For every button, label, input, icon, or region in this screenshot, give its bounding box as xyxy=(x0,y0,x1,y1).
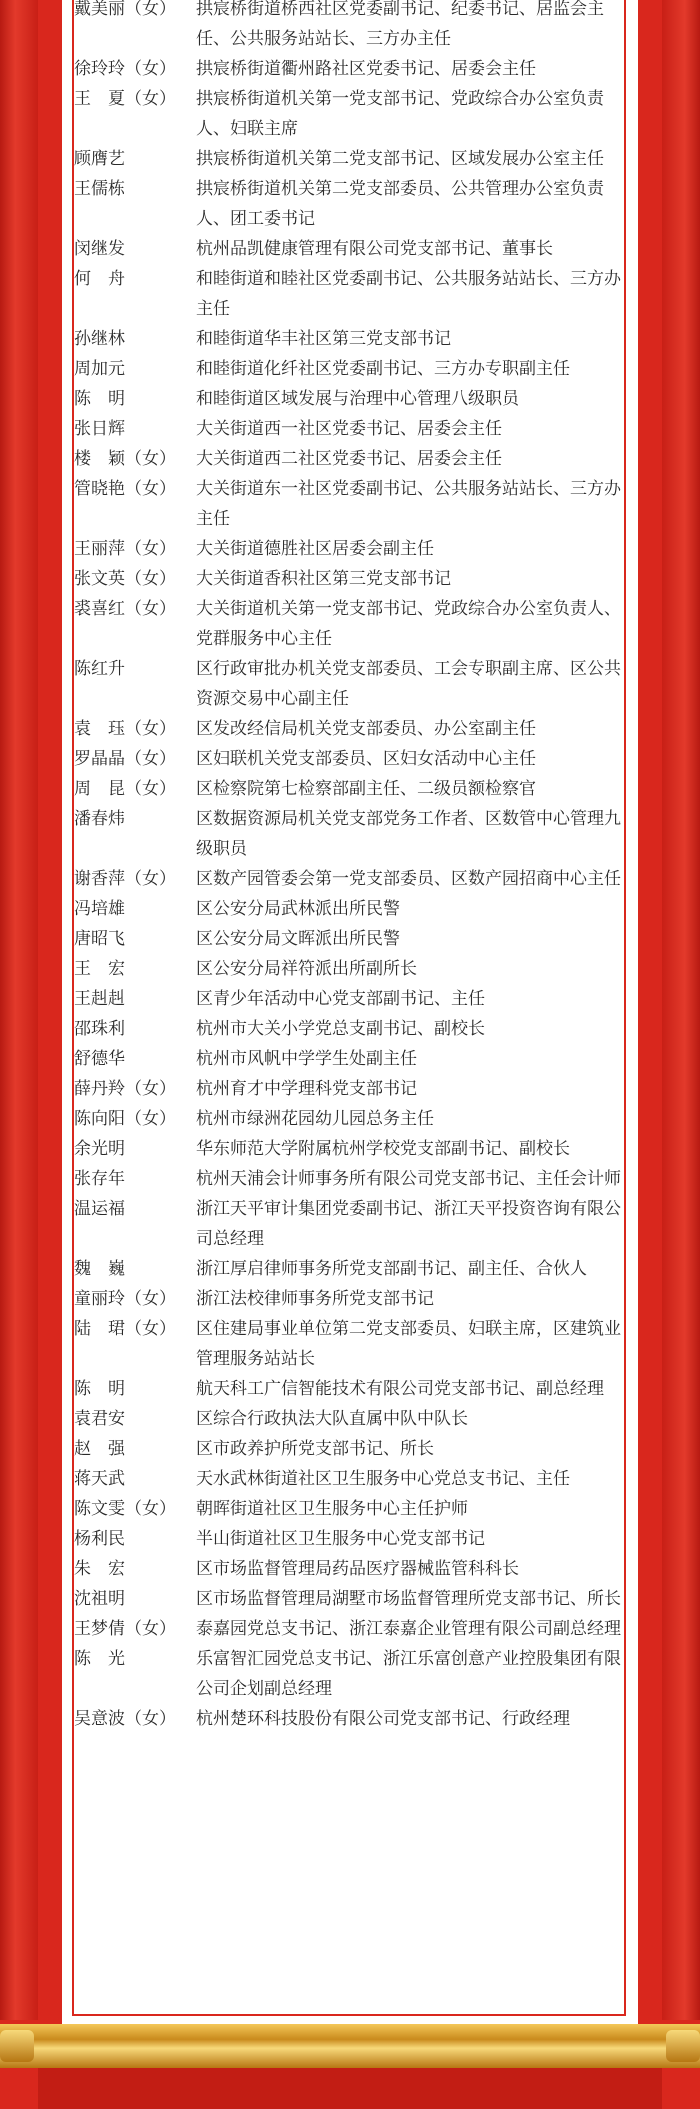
honoree-position: 大关街道西一社区党委书记、居委会主任 xyxy=(196,419,502,439)
honoree-row xyxy=(74,594,634,654)
honoree-position: 浙江厚启律师事务所党支部副书记、副主任、合伙人 xyxy=(196,1259,587,1279)
honoree-name: 陈 光 xyxy=(74,1649,125,1669)
honoree-row xyxy=(74,534,634,564)
honoree-row xyxy=(74,1164,634,1194)
honoree-position: 杭州品凯健康管理有限公司党支部书记、董事长 xyxy=(196,239,553,259)
honoree-row xyxy=(74,354,634,384)
honoree-name: 陆 珺（女） xyxy=(74,1319,176,1339)
honoree-row xyxy=(74,1494,634,1524)
honoree-name: 舒德华 xyxy=(74,1049,125,1069)
honoree-position: 杭州天浦会计师事务所有限公司党支部书记、主任会计师 xyxy=(196,1169,621,1189)
honoree-name: 袁 珏（女） xyxy=(74,719,176,739)
honoree-position: 杭州市大关小学党总支副书记、副校长 xyxy=(196,1019,485,1039)
honoree-position: 大关街道香积社区第三党支部书记 xyxy=(196,569,451,589)
honoree-row xyxy=(74,1524,634,1554)
honoree-name: 管晓艳（女） xyxy=(74,479,176,499)
honoree-name: 闵继发 xyxy=(74,239,125,259)
honoree-position: 区住建局事业单位第二党支部委员、妇联主席，区建筑业管理服务站站长 xyxy=(196,1319,621,1369)
honoree-row xyxy=(74,174,634,234)
scroll-rod-right-cap xyxy=(666,2030,700,2062)
honoree-row xyxy=(74,1704,634,1734)
honoree-name: 周加元 xyxy=(74,359,125,379)
honoree-row xyxy=(74,234,634,264)
honoree-row xyxy=(74,1404,634,1434)
honoree-row xyxy=(74,324,634,354)
honoree-row xyxy=(74,1584,634,1614)
honoree-name: 王丽萍（女） xyxy=(74,539,176,559)
honoree-name: 潘春炜 xyxy=(74,809,125,829)
honoree-position: 区青少年活动中心党支部副书记、主任 xyxy=(196,989,485,1009)
honoree-position: 和睦街道化纤社区党委副书记、三方办专职副主任 xyxy=(196,359,570,379)
honoree-position: 和睦街道区域发展与治理中心管理八级职员 xyxy=(196,389,519,409)
honoree-row xyxy=(74,1194,634,1254)
honoree-name: 陈 明 xyxy=(74,389,125,409)
honoree-name: 徐玲玲（女） xyxy=(74,59,176,79)
honoree-row xyxy=(74,954,634,984)
honoree-name: 张存年 xyxy=(74,1169,125,1189)
honoree-position: 区数产园管委会第一党支部委员、区数产园招商中心主任 xyxy=(196,869,621,889)
honoree-name: 赵 强 xyxy=(74,1439,125,1459)
honoree-name: 王赳赳 xyxy=(74,989,125,1009)
honoree-position: 和睦街道华丰社区第三党支部书记 xyxy=(196,329,451,349)
honoree-row xyxy=(74,744,634,774)
honoree-name: 温运福 xyxy=(74,1199,125,1219)
honoree-name: 陈向阳（女） xyxy=(74,1109,176,1129)
honoree-position: 杭州楚环科技股份有限公司党支部书记、行政经理 xyxy=(196,1709,570,1729)
honoree-name: 沈祖明 xyxy=(74,1589,125,1609)
honoree-row xyxy=(74,1434,634,1464)
honoree-name: 杨利民 xyxy=(74,1529,125,1549)
honoree-row xyxy=(74,84,634,144)
honoree-name: 唐昭飞 xyxy=(74,929,125,949)
honoree-name: 周 昆（女） xyxy=(74,779,176,799)
honoree-row xyxy=(74,924,634,954)
honoree-list xyxy=(74,0,634,1734)
honoree-name: 王儒栋 xyxy=(74,179,125,199)
honoree-position: 区妇联机关党支部委员、区妇女活动中心主任 xyxy=(196,749,536,769)
honoree-position: 乐富智汇园党总支书记、浙江乐富创意产业控股集团有限公司企划副总经理 xyxy=(196,1649,621,1699)
honoree-name: 余光明 xyxy=(74,1139,125,1159)
honoree-name: 楼 颖（女） xyxy=(74,449,176,469)
honoree-name: 张日辉 xyxy=(74,419,125,439)
honoree-row xyxy=(74,444,634,474)
honoree-name: 孙继林 xyxy=(74,329,125,349)
honoree-row xyxy=(74,1254,634,1284)
honoree-row xyxy=(74,1314,634,1374)
honoree-position: 大关街道德胜社区居委会副主任 xyxy=(196,539,434,559)
honoree-row xyxy=(74,804,634,864)
honoree-row xyxy=(74,1074,634,1104)
honoree-row xyxy=(74,144,634,174)
honoree-name: 袁君安 xyxy=(74,1409,125,1429)
honoree-row xyxy=(74,1104,634,1134)
honoree-position: 大关街道机关第一党支部书记、党政综合办公室负责人、党群服务中心主任 xyxy=(196,599,621,649)
honoree-row xyxy=(74,474,634,534)
honoree-row xyxy=(74,774,634,804)
honoree-row xyxy=(74,1284,634,1314)
honoree-position: 朝晖街道社区卫生服务中心主任护师 xyxy=(196,1499,468,1519)
honoree-position: 区市场监督管理局药品医疗器械监管科科长 xyxy=(196,1559,519,1579)
honoree-position: 华东师范大学附属杭州学校党支部副书记、副校长 xyxy=(196,1139,570,1159)
honoree-name: 戴美丽（女） xyxy=(74,0,176,19)
honoree-position: 杭州育才中学理科党支部书记 xyxy=(196,1079,417,1099)
honoree-position: 拱宸桥街道桥西社区党委副书记、纪委书记、居监会主任、公共服务站站长、三方办主任 xyxy=(196,0,604,49)
honoree-name: 王 宏 xyxy=(74,959,125,979)
honoree-position: 拱宸桥街道机关第二党支部书记、区域发展办公室主任 xyxy=(196,149,604,169)
honoree-position: 大关街道西二社区党委书记、居委会主任 xyxy=(196,449,502,469)
honoree-name: 蒋天武 xyxy=(74,1469,125,1489)
honoree-row xyxy=(74,894,634,924)
honoree-name: 薛丹羚（女） xyxy=(74,1079,176,1099)
honoree-position: 区公安分局祥符派出所副所长 xyxy=(196,959,417,979)
honoree-row xyxy=(74,1464,634,1494)
honoree-row xyxy=(74,1614,634,1644)
honoree-row xyxy=(74,1044,634,1074)
honoree-row xyxy=(74,1554,634,1584)
honoree-position: 区公安分局武林派出所民警 xyxy=(196,899,400,919)
honoree-position: 区综合行政执法大队直属中队中队长 xyxy=(196,1409,468,1429)
honoree-row xyxy=(74,1014,634,1044)
honoree-row xyxy=(74,0,634,54)
honoree-row xyxy=(74,414,634,444)
honoree-row xyxy=(74,384,634,414)
honoree-position: 泰嘉园党总支书记、浙江泰嘉企业管理有限公司副总经理 xyxy=(196,1619,621,1639)
honoree-position: 区数据资源局机关党支部党务工作者、区数管中心管理九级职员 xyxy=(196,809,621,859)
honoree-name: 童丽玲（女） xyxy=(74,1289,176,1309)
honoree-row xyxy=(74,54,634,84)
scroll-bottom-band xyxy=(38,2064,662,2109)
honoree-position: 大关街道东一社区党委副书记、公共服务站站长、三方办主任 xyxy=(196,479,621,529)
honoree-row xyxy=(74,714,634,744)
honoree-name: 朱 宏 xyxy=(74,1559,125,1579)
honoree-position: 区公安分局文晖派出所民警 xyxy=(196,929,400,949)
honoree-name: 张文英（女） xyxy=(74,569,176,589)
honoree-position: 拱宸桥街道衢州路社区党委书记、居委会主任 xyxy=(196,59,536,79)
honoree-row xyxy=(74,654,634,714)
honoree-position: 和睦街道和睦社区党委副书记、公共服务站站长、三方办主任 xyxy=(196,269,621,319)
honoree-row xyxy=(74,264,634,324)
honoree-position: 浙江法校律师事务所党支部书记 xyxy=(196,1289,434,1309)
honoree-position: 航天科工广信智能技术有限公司党支部书记、副总经理 xyxy=(196,1379,604,1399)
honoree-name: 王梦倩（女） xyxy=(74,1619,176,1639)
honoree-position: 拱宸桥街道机关第一党支部书记、党政综合办公室负责人、妇联主席 xyxy=(196,89,604,139)
honoree-name: 顾膺艺 xyxy=(74,149,125,169)
scroll-rod xyxy=(0,2024,700,2068)
honoree-position: 拱宸桥街道机关第二党支部委员、公共管理办公室负责人、团工委书记 xyxy=(196,179,604,229)
honoree-position: 区市政养护所党支部书记、所长 xyxy=(196,1439,434,1459)
scroll-rod-left-cap xyxy=(0,2030,34,2062)
honoree-position: 区发改经信局机关党支部委员、办公室副主任 xyxy=(196,719,536,739)
honoree-name: 陈文雯（女） xyxy=(74,1499,176,1519)
honoree-name: 陈 明 xyxy=(74,1379,125,1399)
honoree-row xyxy=(74,1374,634,1404)
honoree-name: 吴意波（女） xyxy=(74,1709,176,1729)
honoree-name: 王 夏（女） xyxy=(74,89,176,109)
honoree-position: 区检察院第七检察部副主任、二级员额检察官 xyxy=(196,779,536,799)
honoree-row xyxy=(74,1134,634,1164)
honoree-position: 半山街道社区卫生服务中心党支部书记 xyxy=(196,1529,485,1549)
honoree-row xyxy=(74,564,634,594)
honoree-name: 陈红升 xyxy=(74,659,125,679)
honoree-name: 何 舟 xyxy=(74,269,125,289)
honoree-row xyxy=(74,1644,634,1704)
honoree-position: 天水武林街道社区卫生服务中心党总支书记、主任 xyxy=(196,1469,570,1489)
honoree-position: 浙江天平审计集团党委副书记、浙江天平投资咨询有限公司总经理 xyxy=(196,1199,621,1249)
honoree-name: 裘喜红（女） xyxy=(74,599,176,619)
honoree-position: 区行政审批办机关党支部委员、工会专职副主席、区公共资源交易中心副主任 xyxy=(196,659,621,709)
honoree-row xyxy=(74,864,634,894)
honoree-position: 区市场监督管理局湖墅市场监督管理所党支部书记、所长 xyxy=(196,1589,621,1609)
honoree-name: 魏 巍 xyxy=(74,1259,125,1279)
honoree-name: 罗晶晶（女） xyxy=(74,749,176,769)
honoree-position: 杭州市绿洲花园幼儿园总务主任 xyxy=(196,1109,434,1129)
honoree-name: 邵珠利 xyxy=(74,1019,125,1039)
honoree-name: 冯培雄 xyxy=(74,899,125,919)
honoree-row xyxy=(74,984,634,1014)
honoree-position: 杭州市风帆中学学生处副主任 xyxy=(196,1049,417,1069)
honoree-name: 谢香萍（女） xyxy=(74,869,176,889)
